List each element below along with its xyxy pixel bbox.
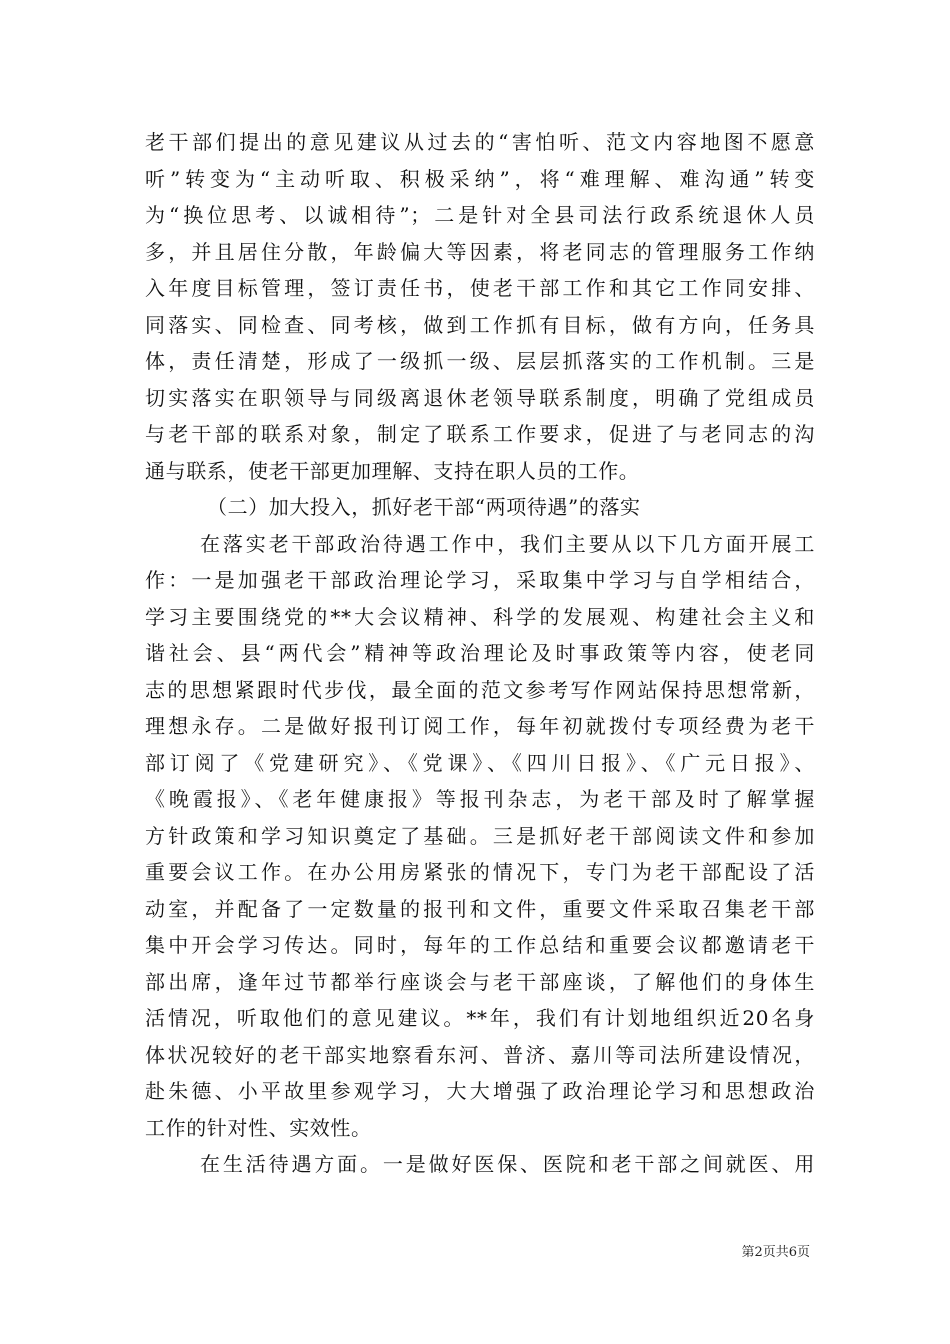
text-line: 切实落实在职领导与同级离退休老领导联系制度，明确了党组成员 bbox=[145, 385, 815, 410]
text-line: 赴朱德、小平故里参观学习，大大增强了政治理论学习和思想政治 bbox=[145, 1079, 815, 1103]
document-body bbox=[145, 124, 815, 1183]
text-line: 与老干部的联系对象，制定了联系工作要求，促进了与老同志的沟 bbox=[145, 422, 815, 446]
text-line: 老干部们提出的意见建议从过去的“害怕听、范文内容地图不愿意 bbox=[145, 130, 815, 154]
text-line: 部订阅了《党建研究》、《党课》、《四川日报》、《广元日报》、 bbox=[145, 750, 815, 775]
text-line: 理想永存。二是做好报刊订阅工作，每年初就拨付专项经费为老干 bbox=[145, 714, 815, 738]
text-line: 作：一是加强老干部政治理论学习，采取集中学习与自学相结合， bbox=[145, 568, 815, 592]
text-line: 听”转变为“主动听取、积极采纳”，将“难理解、难沟通”转变 bbox=[145, 166, 815, 191]
text-line: 重要会议工作。在办公用房紧张的情况下，专门为老干部配设了活 bbox=[145, 860, 815, 884]
text-line: 体，责任清楚，形成了一级抓一级、层层抓落实的工作机制。三是 bbox=[145, 349, 815, 373]
text-line: 活情况，听取他们的意见建议。**年，我们有计划地组织近20名身 bbox=[145, 1006, 815, 1030]
text-line: 入年度目标管理，签订责任书，使老干部工作和其它工作同安排、 bbox=[145, 276, 815, 300]
text-line: 通与联系，使老干部更加理解、支持在职人员的工作。 bbox=[145, 458, 640, 483]
text-line: 《晚霞报》、《老年健康报》等报刊杂志，为老干部及时了解掌握 bbox=[145, 787, 815, 811]
section-heading: （二）加大投入，抓好老干部“两项待遇”的落实 bbox=[207, 495, 641, 519]
text-line: 谐社会、县“两代会”精神等政治理论及时事政策等内容，使老同 bbox=[145, 641, 815, 665]
text-line: 同落实、同检查、同考核，做到工作抓有目标，做有方向，任务具 bbox=[145, 312, 815, 337]
text-line: 动室，并配备了一定数量的报刊和文件，重要文件采取召集老干部 bbox=[145, 896, 815, 921]
text-line: 在生活待遇方面。一是做好医保、医院和老干部之间就医、用 bbox=[200, 1152, 815, 1176]
text-line: 志的思想紧跟时代步伐，最全面的范文参考写作网站保持思想常新， bbox=[145, 677, 815, 702]
text-line: 部出席，逢年过节都举行座谈会与老干部座谈，了解他们的身体生 bbox=[145, 969, 815, 994]
text-line: 方针政策和学习知识奠定了基础。三是抓好老干部阅读文件和参加 bbox=[145, 823, 815, 848]
text-line: 多，并且居住分散，年龄偏大等因素，将老同志的管理服务工作纳 bbox=[145, 239, 815, 264]
text-line: 集中开会学习传达。同时，每年的工作总结和重要会议都邀请老干 bbox=[145, 933, 815, 957]
page-number-footer: 第2页共6页 bbox=[741, 1245, 810, 1260]
text-line: 在落实老干部政治待遇工作中，我们主要从以下几方面开展工 bbox=[200, 531, 815, 556]
text-line: 工作的针对性、实效性。 bbox=[145, 1115, 372, 1140]
text-line: 体状况较好的老干部实地察看东河、普济、嘉川等司法所建设情况， bbox=[145, 1042, 815, 1067]
text-line: 学习主要围绕党的**大会议精神、科学的发展观、构建社会主义和 bbox=[145, 604, 815, 629]
text-line: 为“换位思考、以诚相待”；二是针对全县司法行政系统退休人员 bbox=[145, 203, 815, 227]
